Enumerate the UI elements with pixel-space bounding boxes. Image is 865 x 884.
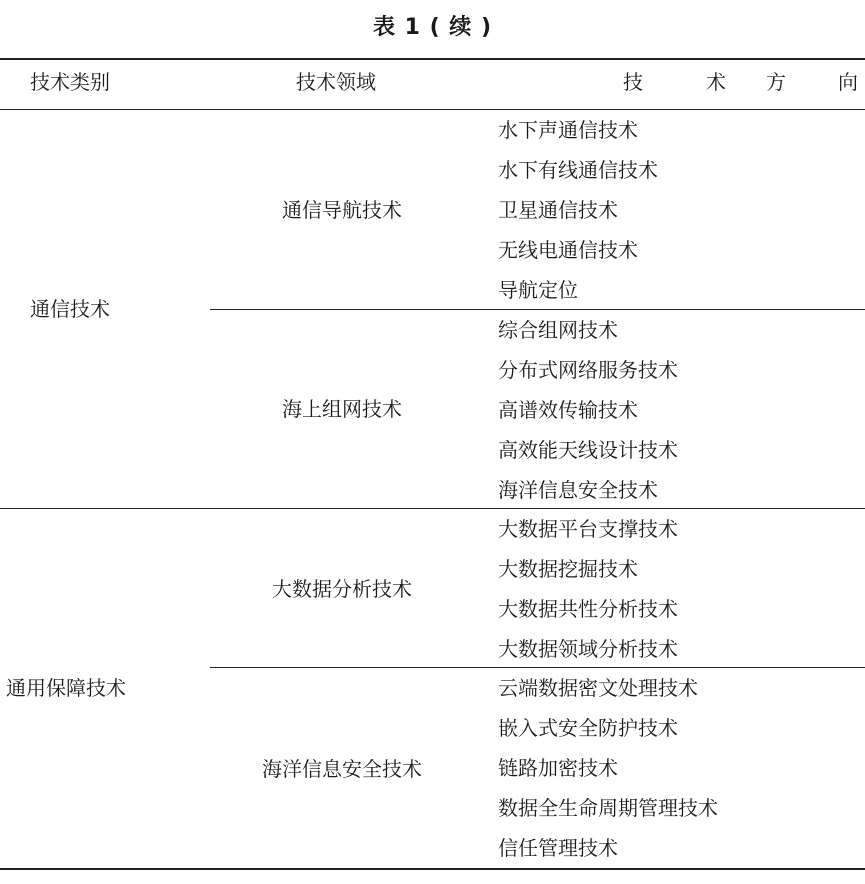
header-top-rule: [0, 58, 865, 60]
direction-item: 水下有线通信技术: [498, 158, 658, 182]
header-direction-char: 术: [706, 70, 726, 94]
direction-item: 综合组网技术: [498, 318, 618, 342]
field-label: 海洋信息安全技术: [262, 757, 422, 781]
field-label: 大数据分析技术: [272, 577, 412, 601]
direction-item: 无线电通信技术: [498, 238, 638, 262]
direction-item: 海洋信息安全技术: [498, 478, 658, 502]
table-title: 表 1 ( 续 ): [372, 15, 493, 40]
direction-item: 高效能天线设计技术: [498, 438, 678, 462]
direction-list: [498, 509, 678, 669]
direction-item: 分布式网络服务技术: [498, 358, 678, 382]
header-category: 技术类别: [30, 70, 110, 94]
field-label: 通信导航技术: [282, 198, 402, 222]
header-direction-char: 技: [623, 70, 643, 94]
header-direction: [623, 62, 865, 102]
category-divider: [0, 508, 865, 509]
header-direction-char: 向: [838, 70, 858, 94]
direction-item: 大数据挖掘技术: [498, 557, 638, 581]
direction-item: 数据全生命周期管理技术: [498, 796, 718, 820]
direction-item: 大数据平台支撑技术: [498, 517, 678, 541]
direction-item: 信任管理技术: [498, 836, 618, 860]
table-bottom-rule: [0, 868, 865, 870]
direction-item: 链路加密技术: [498, 756, 618, 780]
header-direction-char: 方: [766, 70, 786, 94]
direction-item: 卫星通信技术: [498, 198, 618, 222]
category-label: 通信技术: [30, 297, 110, 321]
direction-list: [498, 668, 718, 868]
direction-item: 大数据领域分析技术: [498, 637, 678, 661]
field-label: 海上组网技术: [282, 397, 402, 421]
category-label: 通用保障技术: [6, 676, 126, 700]
direction-item: 导航定位: [498, 278, 578, 302]
direction-item: 大数据共性分析技术: [498, 597, 678, 621]
direction-list: [498, 110, 658, 310]
direction-item: 高谱效传输技术: [498, 398, 638, 422]
direction-item: 云端数据密文处理技术: [498, 676, 698, 700]
direction-item: 嵌入式安全防护技术: [498, 716, 678, 740]
direction-item: 水下声通信技术: [498, 118, 638, 142]
header-field: 技术领域: [296, 70, 376, 94]
direction-list: [498, 310, 678, 510]
header-bottom-rule: [0, 109, 865, 110]
